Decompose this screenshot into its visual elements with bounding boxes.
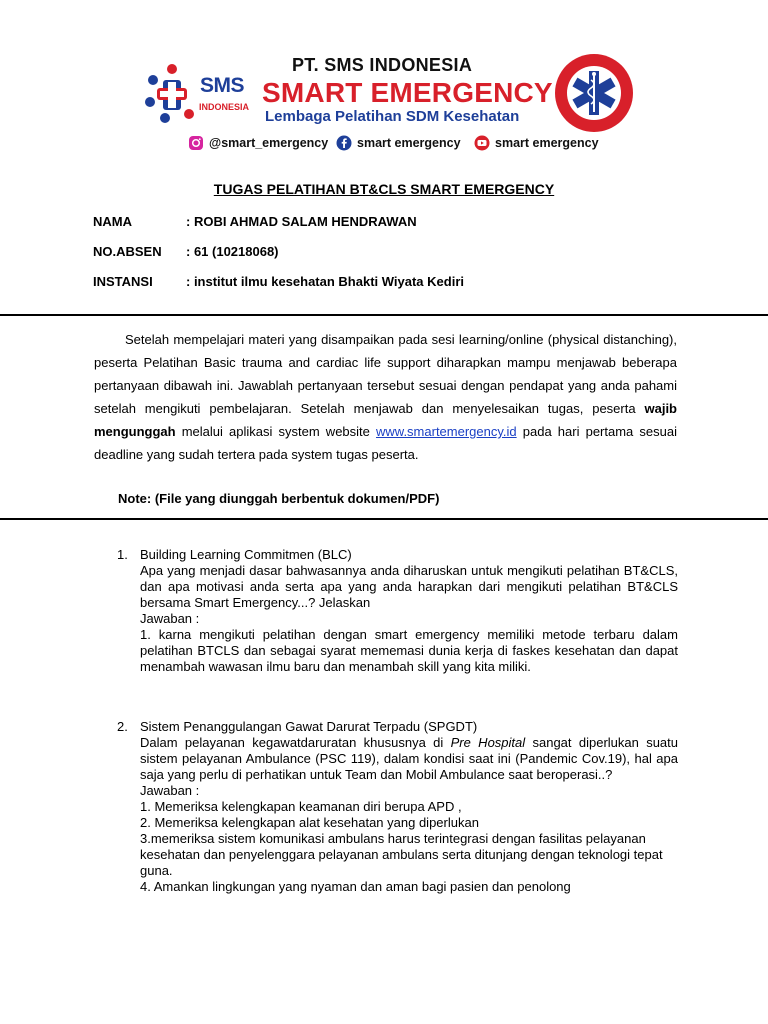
field-value-instansi: : institut ilmu kesehatan Bhakti Wiyata Kediri (186, 274, 464, 289)
intro-text-1: Setelah mempelajari materi yang disampaikan pada sesi learning/online (physical distanching), peserta Pelatihan Basic trauma and cardiac life support diharapkan mampu menjawab beberapa pertanyaan dibawah ini. Jawablah pertanyaan tersebut sesuai dengan pendapat yang anda pahami setelah mengikuti pembelajaran. Setelah menjawab dan menyelesaikan tugas, peserta (94, 332, 677, 416)
answer-2-item-1: 1. Memeriksa kelengkapan keamanan diri berupa APD , (140, 799, 462, 814)
question-text-2 (140, 735, 678, 783)
sms-logo-mark-icon (143, 62, 201, 126)
field-value-nama: : ROBI AHMAD SALAM HENDRAWAN (186, 214, 417, 229)
facebook-page[interactable] (336, 135, 461, 151)
youtube-channel[interactable] (474, 135, 599, 151)
question-number-2: 2. (117, 719, 128, 734)
question-text-2-italic: Pre Hospital (450, 735, 526, 750)
field-value-absen: : 61 (10218068) (186, 244, 279, 259)
logo-text: SMS (200, 74, 245, 97)
divider-top (0, 314, 768, 316)
note-text: Note: (File yang diunggah berbentuk dokumen/PDF) (118, 491, 440, 506)
question-text-1: Apa yang menjadi dasar bahwasannya anda diharuskan untuk mengikuti pelatihan BT&CLS, dan apa motivasi anda serta apa yang anda harapkan dari mengikuti pelatihan BT&CLS bersama Smart Emergency...? Jelaskan (140, 563, 678, 610)
field-label-instansi: INSTANSI (93, 274, 153, 289)
question-text-2a: Dalam pelayanan kegawatdaruratan khususnya di (140, 735, 451, 750)
intro-bold: wajib mengunggah (94, 401, 677, 439)
answer-2-item-3: 3.memeriksa sistem komunikasi ambulans harus terintegrasi dengan fasilitas pelayanan kesehatan dan penyelenggara pelayanan ambulans serta ditunjang dengan teknologi tepat guna. (140, 831, 663, 878)
answer-2-item-4: 4. Amankan lingkungan yang nyaman dan aman bagi pasien dan penolong (140, 879, 571, 894)
question-text-2b: sangat diperlukan suatu sistem pelayanan Ambulance (PSC 119), dalam kondisi saat ini (Pandemic Cov.19), hal apa saja yang perlu di perhatikan untuk Team dan Mobil Ambulance saat beroperasi..? (140, 735, 678, 782)
document-title-text: TUGAS PELATIHAN BT&CLS SMART EMERGENCY (213, 181, 555, 197)
website-link[interactable]: www.smartemergency.id (376, 424, 517, 439)
question-heading-2: Sistem Penanggulangan Gawat Darurat Terpadu (SPGDT) (140, 719, 478, 734)
instagram-handle[interactable] (188, 135, 328, 151)
instagram-icon (188, 135, 204, 151)
facebook-label: smart emergency (357, 136, 461, 150)
answer-2-item-2: 2. Memeriksa kelengkapan alat kesehatan yang diperlukan (140, 815, 479, 830)
field-label-nama: NAMA (93, 214, 132, 229)
star-of-life-icon (553, 52, 635, 134)
question-block-1 (140, 547, 678, 675)
instagram-label: @smart_emergency (209, 136, 329, 150)
company-name: PT. SMS INDONESIA (292, 55, 473, 75)
logo-subtext: INDONESIA (199, 102, 250, 112)
facebook-icon (336, 135, 352, 151)
field-label-absen: NO.ABSEN (93, 244, 162, 259)
answer-1-item-1: 1. karna mengikuti pelatihan dengan smart emergency memiliki metode terbaru dalam pelatihan BTCLS dan sebagai syarat mememasi dunia kerja di faskes kesehatan dan dapat menambah wawasan ilmu baru dan menambah skill yang kita miliki. (140, 627, 678, 674)
question-number-1: 1. (117, 547, 128, 562)
intro-text-2: melalui aplikasi system website (175, 424, 376, 439)
document-title (0, 181, 768, 197)
sms-logo (143, 62, 201, 126)
tagline: Lembaga Pelatihan SDM Kesehatan (265, 108, 520, 125)
intro-text-3: pada hari pertama sesuai deadline yang sudah tertera pada system tugas peserta. (94, 424, 677, 462)
answer-label-1: Jawaban : (140, 611, 200, 626)
answer-label-2: Jawaban : (140, 783, 200, 798)
brand-name: SMART EMERGENCY (262, 77, 553, 108)
divider-bottom (0, 518, 768, 520)
star-of-life-emblem (553, 52, 635, 134)
question-block-2 (140, 719, 678, 895)
question-heading-1: Building Learning Commitmen (BLC) (140, 547, 352, 562)
intro-paragraph (94, 328, 677, 466)
youtube-icon (474, 135, 490, 151)
youtube-label: smart emergency (495, 136, 599, 150)
